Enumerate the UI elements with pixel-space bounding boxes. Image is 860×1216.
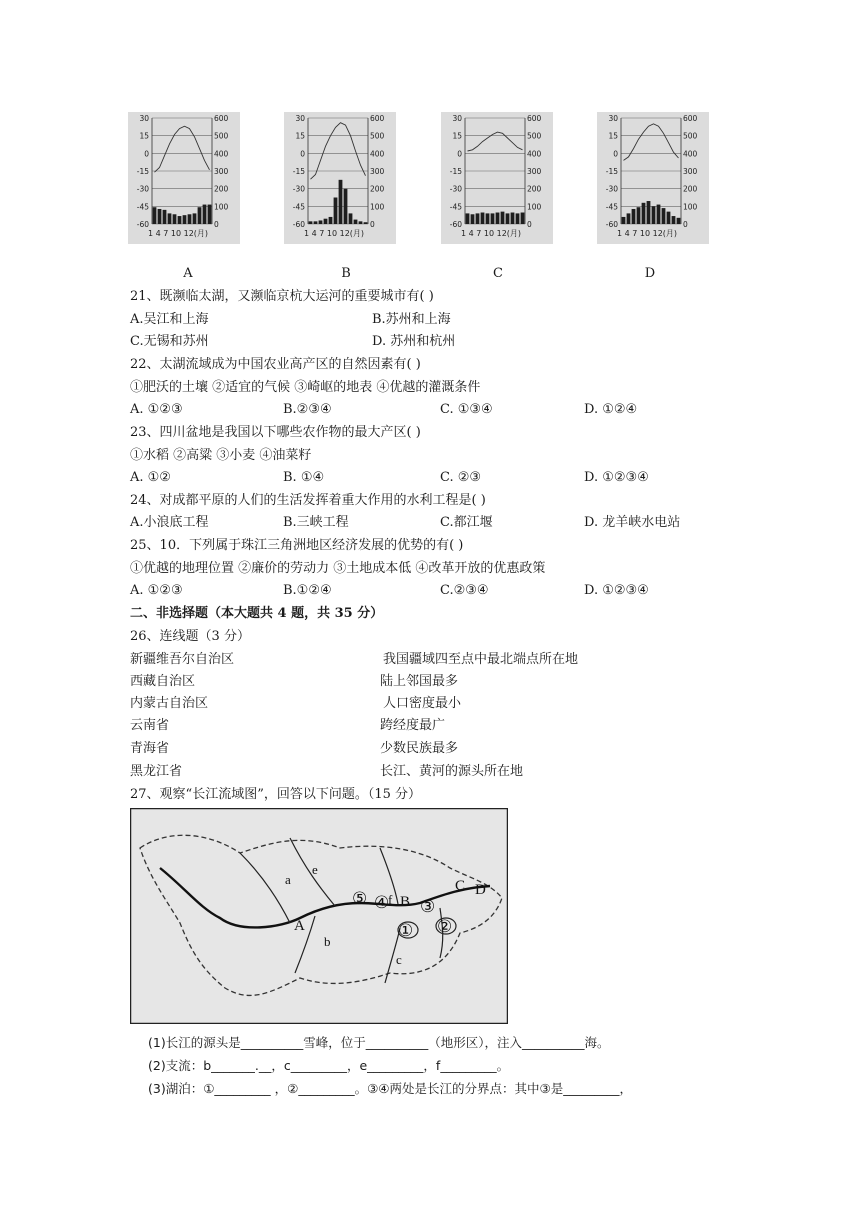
left-tick-label: -30	[136, 184, 149, 194]
temperature-line	[624, 124, 679, 160]
precip-bar	[329, 217, 333, 224]
precip-bar	[314, 221, 318, 224]
precip-bar	[471, 214, 475, 224]
right-tick-label: 500	[214, 131, 229, 141]
right-tick-label: 100	[370, 202, 385, 212]
x-tick-labels: 1 4 7 10 12(月)	[304, 229, 365, 238]
precip-bar	[511, 213, 515, 224]
match-left-5: 青海省	[130, 741, 170, 756]
right-tick-label: 100	[214, 202, 229, 212]
question-25-option-c: C.②③④	[440, 583, 489, 598]
precip-bar	[501, 212, 505, 224]
precip-bar	[476, 213, 480, 224]
precip-bar	[466, 213, 470, 224]
precip-bar	[637, 207, 641, 224]
question-25-option-a: A. ①②③	[130, 583, 183, 598]
precip-bar	[359, 221, 363, 224]
right-tick-label: 0	[370, 220, 375, 229]
precip-bar	[349, 213, 353, 224]
right-tick-label: 100	[683, 202, 698, 212]
precip-bar	[178, 216, 182, 224]
right-tick-label: 400	[214, 149, 229, 159]
left-tick-label: -45	[605, 202, 618, 212]
chart-label-b: B	[341, 266, 351, 281]
chart-label-a: A	[183, 266, 193, 281]
question-22-items: ①肥沃的土壤 ②适宜的气候 ③崎岖的地表 ④优越的灌溉条件	[130, 380, 481, 395]
question-27-part-3: (3)湖泊：①_________ ，②_________。③④两处是长江的分界点：其中③是_________，	[148, 1081, 632, 1096]
left-tick-label: 30	[452, 114, 462, 123]
precip-bar	[324, 219, 328, 224]
map-label-a: a	[285, 872, 291, 887]
climate-chart-b	[284, 112, 396, 244]
precip-bar	[188, 214, 192, 224]
right-tick-label: 600	[214, 114, 229, 123]
question-24-option-b: B.三峡工程	[283, 515, 349, 530]
precip-bar	[662, 208, 666, 224]
map-label-5: ⑤	[352, 889, 368, 909]
right-tick-label: 400	[370, 149, 385, 159]
left-tick-label: 0	[457, 149, 462, 159]
right-tick-label: 600	[527, 114, 542, 123]
question-26-title: 26、连线题（3 分）	[130, 629, 250, 644]
map-label-e: e	[312, 862, 318, 877]
precip-bar	[481, 213, 485, 224]
left-tick-label: -30	[292, 184, 305, 194]
left-tick-label: 30	[139, 114, 149, 123]
question-21-option-b: B.苏州和上海	[372, 312, 451, 327]
left-tick-label: -60	[136, 220, 149, 229]
question-23-option-d: D. ①②③④	[584, 470, 649, 485]
left-tick-label: -45	[136, 202, 149, 212]
right-tick-label: 400	[527, 149, 542, 159]
precip-bar	[622, 217, 626, 224]
question-21-option-a: A.吴江和上海	[130, 312, 209, 327]
question-22-option-c: C. ①③④	[440, 402, 493, 417]
question-21-option-c: C.无锡和苏州	[130, 334, 209, 349]
precip-bar	[506, 213, 510, 224]
precip-bar	[496, 213, 500, 224]
right-tick-label: 0	[214, 220, 219, 229]
precip-bar	[486, 213, 490, 224]
chart-label-d: D	[644, 266, 656, 281]
match-left-6: 黑龙江省	[130, 764, 183, 779]
precip-bar	[198, 207, 202, 224]
precip-bar	[319, 220, 323, 224]
precip-bar	[354, 220, 358, 224]
precip-bar	[309, 221, 313, 224]
left-tick-label: 30	[608, 114, 618, 123]
map-label-b: b	[324, 934, 331, 949]
question-23-option-a: A. ①②	[130, 470, 171, 485]
left-tick-label: 30	[295, 114, 305, 123]
question-24-option-a: A.小浪底工程	[130, 515, 209, 530]
precip-bar	[657, 205, 661, 224]
section-heading: 二、非选择题（本大题共 4 题，共 35 分）	[130, 606, 384, 621]
left-tick-label: -60	[292, 220, 305, 229]
left-tick-label: -45	[449, 202, 462, 212]
precip-bar	[168, 213, 172, 224]
right-tick-label: 200	[214, 184, 229, 194]
map-label-f: f	[388, 892, 393, 907]
climate-chart-d	[597, 112, 709, 244]
match-right-1: 我国疆域四至点中最北端点所在地	[383, 652, 579, 667]
basin-boundary	[140, 835, 502, 995]
right-tick-label: 500	[527, 131, 542, 141]
left-tick-label: 15	[452, 131, 462, 141]
x-tick-labels: 1 4 7 10 12(月)	[148, 229, 209, 238]
precip-bar	[364, 222, 368, 224]
right-tick-label: 200	[683, 184, 698, 194]
map-label-B: B	[400, 894, 411, 910]
precip-bar	[652, 206, 656, 224]
match-left-3: 内蒙古自治区	[130, 696, 209, 711]
right-tick-label: 200	[370, 184, 385, 194]
map-label-4: ④	[374, 893, 390, 913]
left-tick-label: 0	[144, 149, 149, 159]
left-tick-label: 15	[295, 131, 305, 141]
left-tick-label: -15	[136, 167, 149, 176]
question-25-option-b: B.①②④	[283, 583, 332, 598]
precip-bar	[642, 203, 646, 224]
precip-bar	[677, 218, 681, 224]
precip-bar	[208, 205, 212, 224]
left-tick-label: 15	[139, 131, 149, 141]
precip-bar	[344, 189, 348, 224]
right-tick-label: 500	[683, 131, 698, 141]
left-tick-label: -60	[605, 220, 618, 229]
right-tick-label: 300	[527, 167, 542, 176]
question-27-title: 27、观察“长江流域图”，回答以下问题。（15 分）	[130, 787, 422, 802]
question-25-items: ①优越的地理位置 ②廉价的劳动力 ③土地成本低 ④改革开放的优惠政策	[130, 561, 546, 576]
precip-bar	[521, 213, 525, 224]
precip-bar	[667, 212, 671, 224]
yangtze-basin-map	[130, 808, 508, 1024]
question-22-stem: 22、太湖流域成为中国农业高产区的自然因素有( )	[130, 357, 421, 372]
left-tick-label: -15	[605, 167, 618, 176]
match-left-2: 西藏自治区	[130, 674, 196, 689]
question-23-option-c: C. ②③	[440, 470, 482, 485]
question-27-part-1: (1)长江的源头是__________雪峰，位于__________（地形区），注入__________海。	[148, 1035, 610, 1050]
precip-bar	[339, 180, 343, 224]
question-27-part-2: (2)支流：b_______.__，c_________，e_________，f_________。	[148, 1058, 510, 1073]
left-tick-label: 15	[608, 131, 618, 141]
tributary-a	[240, 853, 290, 923]
question-25-stem: 25、10．下列属于珠江三角洲地区经济发展的优势的有( )	[130, 538, 464, 553]
left-tick-label: -30	[449, 184, 462, 194]
x-tick-labels: 1 4 7 10 12(月)	[461, 229, 522, 238]
right-tick-label: 500	[370, 131, 385, 141]
right-tick-label: 200	[527, 184, 542, 194]
right-tick-label: 600	[683, 114, 698, 123]
chart-label-c: C	[493, 266, 503, 281]
question-25-option-d: D. ①②③④	[584, 583, 649, 598]
question-21-option-d: D. 苏州和杭州	[372, 334, 456, 349]
match-right-4: 跨经度最广	[380, 718, 446, 733]
right-tick-label: 100	[527, 202, 542, 212]
question-21-stem: 21、既濒临太湖，又濒临京杭大运河的重要城市有( )	[130, 289, 434, 304]
map-label-2: ②	[437, 917, 453, 937]
question-24-option-d: D. 龙羊峡水电站	[584, 515, 681, 530]
precip-bar	[632, 209, 636, 224]
climate-chart-a	[128, 112, 240, 244]
precip-bar	[153, 207, 157, 224]
match-left-4: 云南省	[130, 718, 170, 733]
right-tick-label: 300	[370, 167, 385, 176]
question-22-option-d: D. ①②④	[584, 402, 638, 417]
match-right-3: 人口密度最小	[383, 696, 462, 711]
left-tick-label: 0	[300, 149, 305, 159]
map-label-A: A	[294, 918, 305, 934]
right-tick-label: 400	[683, 149, 698, 159]
x-tick-labels: 1 4 7 10 12(月)	[617, 229, 678, 238]
question-23-items: ①水稻 ②高粱 ③小麦 ④油菜籽	[130, 448, 312, 463]
question-22-option-a: A. ①②③	[130, 402, 183, 417]
map-label-3: ③	[420, 897, 436, 917]
left-tick-label: -45	[292, 202, 305, 212]
right-tick-label: 0	[683, 220, 688, 229]
left-tick-label: -15	[449, 167, 462, 176]
map-label-c: c	[396, 952, 402, 967]
climate-chart-c	[441, 112, 553, 244]
precip-bar	[193, 213, 197, 224]
temperature-line	[468, 132, 523, 151]
precip-bar	[183, 215, 187, 224]
question-24-option-c: C.都江堰	[440, 515, 493, 530]
right-tick-label: 300	[214, 167, 229, 176]
match-left-1: 新疆维吾尔自治区	[130, 652, 235, 667]
precip-bar	[163, 210, 167, 224]
map-label-C: C	[455, 878, 466, 894]
map-label-D: D	[475, 882, 486, 898]
precip-bar	[516, 213, 520, 224]
precip-bar	[672, 216, 676, 224]
precip-bar	[158, 209, 162, 224]
precip-bar	[647, 201, 651, 224]
match-right-2: 陆上邻国最多	[380, 674, 459, 689]
temperature-line	[155, 126, 210, 172]
precip-bar	[173, 214, 177, 224]
question-23-stem: 23、四川盆地是我国以下哪些农作物的最大产区( )	[130, 425, 421, 440]
match-right-6: 长江、黄河的源头所在地	[380, 764, 524, 779]
question-24-stem: 24、对成都平原的人们的生活发挥着重大作用的水利工程是( )	[130, 493, 486, 508]
right-tick-label: 300	[683, 167, 698, 176]
precip-bar	[491, 213, 495, 224]
match-right-5: 少数民族最多	[380, 741, 459, 756]
map-label-1: ①	[398, 921, 414, 941]
left-tick-label: -60	[449, 220, 462, 229]
right-tick-label: 0	[527, 220, 532, 229]
left-tick-label: 0	[613, 149, 618, 159]
precip-bar	[203, 205, 207, 224]
left-tick-label: -15	[292, 167, 305, 176]
question-23-option-b: B. ①④	[283, 470, 325, 485]
question-22-option-b: B.②③④	[283, 402, 332, 417]
left-tick-label: -30	[605, 184, 618, 194]
precip-bar	[627, 213, 631, 224]
precip-bar	[334, 198, 338, 225]
right-tick-label: 600	[370, 114, 385, 123]
